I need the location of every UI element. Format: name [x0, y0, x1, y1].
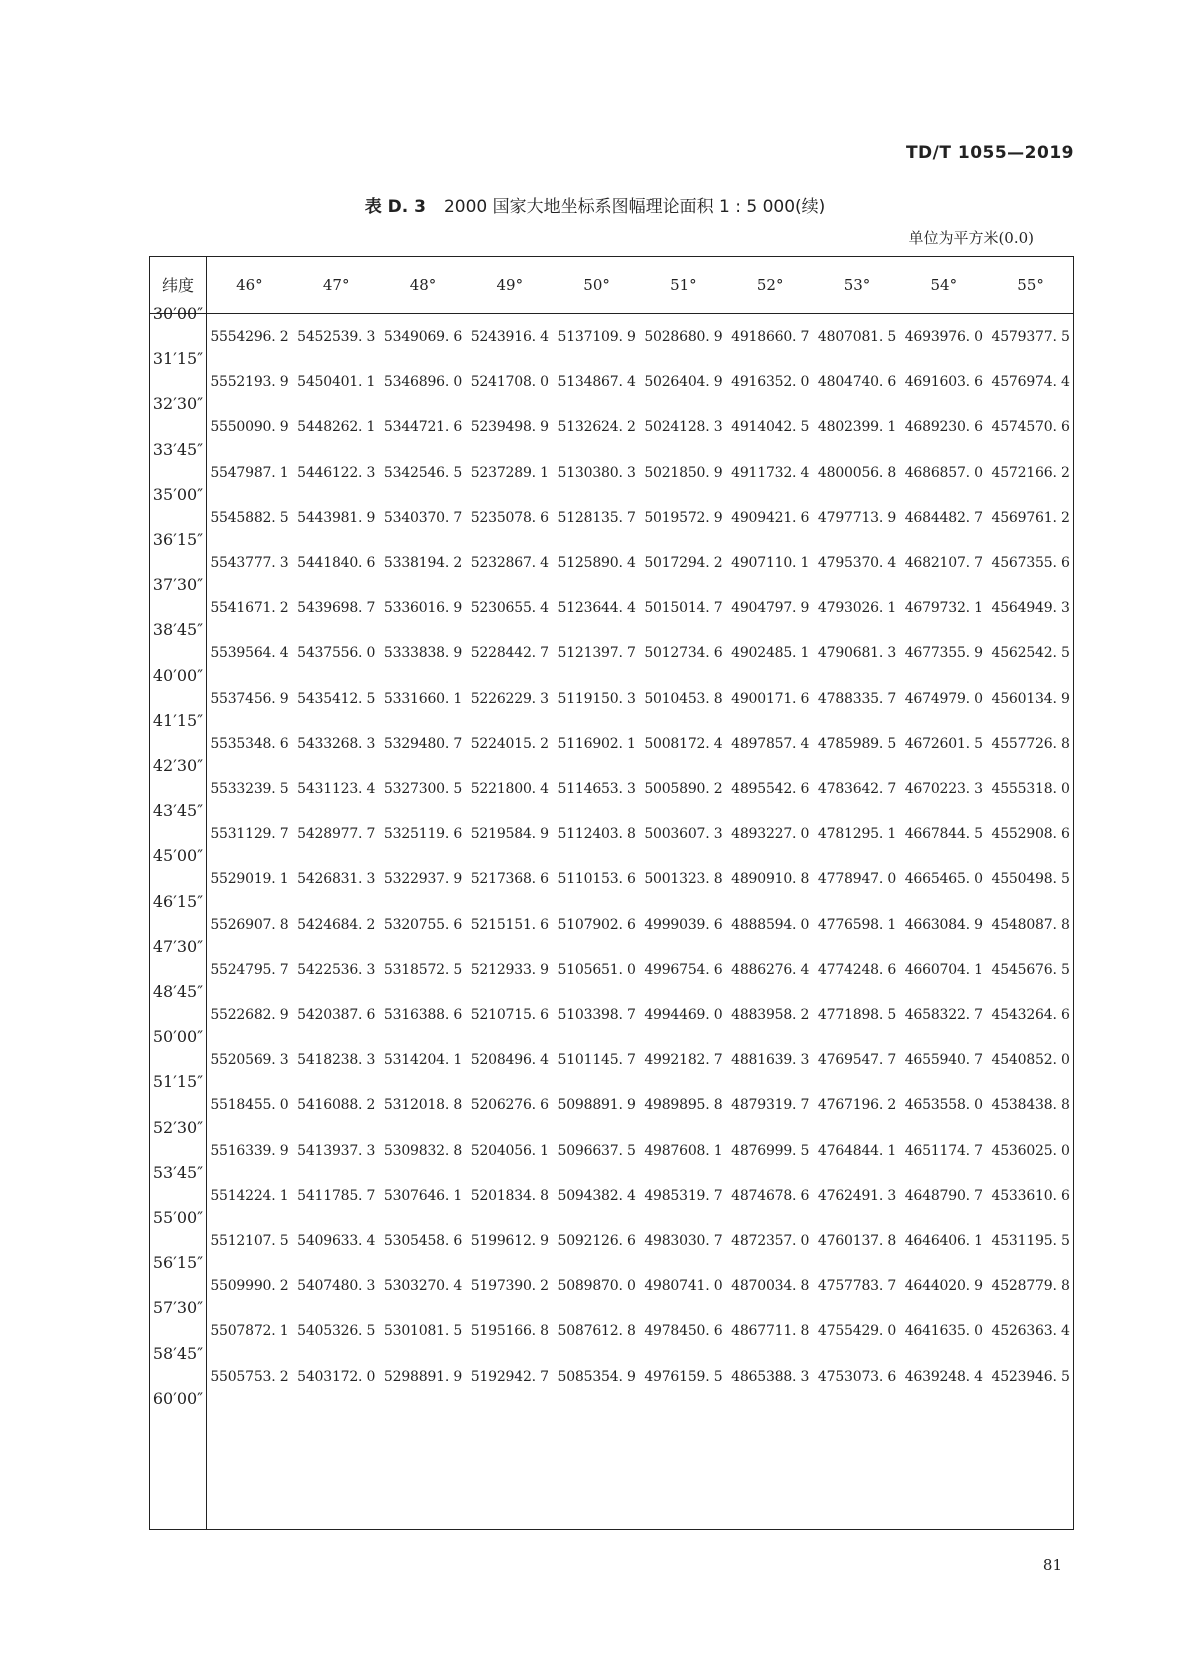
latitude-label: 35′00″ — [152, 484, 204, 504]
table-cell: 5219584. 9 — [470, 826, 549, 843]
latitude-label: 56′15″ — [152, 1253, 204, 1273]
table-cell: 4564949. 3 — [991, 600, 1070, 617]
table-cell: 5125890. 4 — [557, 555, 636, 571]
table-cell: 5318572. 5 — [383, 961, 463, 978]
table-cell: 4797713. 9 — [817, 509, 897, 526]
table-cell: 4793026. 1 — [817, 600, 897, 617]
table-cell: 4767196. 2 — [817, 1097, 897, 1114]
table-cell: 5204056. 1 — [470, 1142, 549, 1159]
table-cell: 5443981. 9 — [297, 509, 376, 526]
table-cell: 4648790. 7 — [904, 1187, 983, 1204]
table-caption — [0, 192, 1190, 217]
table-cell: 5520569. 3 — [210, 1052, 289, 1069]
table-cell: 4774248. 6 — [817, 961, 897, 978]
table-cell: 5336016. 9 — [383, 600, 463, 617]
latitude-label: 45′00″ — [152, 846, 204, 866]
table-cell: 4663084. 9 — [904, 916, 983, 933]
latitude-header: 纬度 — [161, 276, 194, 295]
table-cell: 5316388. 6 — [383, 1007, 463, 1023]
table-cell: 4867711. 8 — [731, 1323, 810, 1340]
table-cell: 4755429. 0 — [817, 1323, 897, 1340]
table-cell: 4684482. 7 — [904, 509, 983, 526]
table-cell: 4760137. 8 — [817, 1233, 897, 1249]
table-cell: 5537456. 9 — [210, 690, 289, 707]
table-cell: 5320755. 6 — [383, 916, 463, 933]
table-cell: 5340370. 7 — [383, 509, 463, 526]
table-cell: 4753073. 6 — [817, 1368, 897, 1385]
table-cell: 4886276. 4 — [731, 961, 810, 978]
table-cell: 5201834. 8 — [470, 1187, 549, 1204]
table-cell: 5001323. 8 — [644, 871, 723, 888]
table-cell: 5010453. 8 — [644, 690, 723, 707]
table-cell: 4874678. 6 — [731, 1187, 810, 1204]
longitude-header: 47° — [322, 276, 350, 294]
table-cell: 5123644. 4 — [557, 600, 636, 617]
table-caption-title: 2000 国家大地坐标系图幅理论面积 1 : 5 000(续) — [443, 197, 826, 217]
table-cell: 5224015. 2 — [470, 735, 549, 752]
table-cell: 5195166. 8 — [470, 1323, 549, 1340]
longitude-header: 52° — [756, 276, 784, 294]
table-cell: 5547987. 1 — [210, 464, 289, 481]
table-cell: 4639248. 4 — [904, 1368, 983, 1385]
table-cell: 4876999. 5 — [731, 1142, 810, 1159]
table-cell: 4560134. 9 — [991, 690, 1070, 707]
table-cell: 5107902. 6 — [557, 916, 636, 933]
table-cell: 5199612. 9 — [470, 1233, 549, 1249]
table-cell: 5431123. 4 — [297, 781, 376, 797]
longitude-header: 50° — [583, 276, 610, 294]
table-cell: 5192942. 7 — [470, 1368, 549, 1385]
table-cell: 4916352. 0 — [731, 374, 810, 391]
table-cell: 5232867. 4 — [470, 555, 549, 571]
table-cell: 4674979. 0 — [904, 690, 983, 707]
table-cell: 4895542. 6 — [731, 781, 810, 797]
table-cell: 5226229. 3 — [470, 690, 549, 707]
table-cell: 5552193. 9 — [210, 374, 289, 391]
table-cell: 5089870. 0 — [557, 1278, 636, 1295]
table-cell: 5509990. 2 — [210, 1278, 289, 1295]
table-cell: 5433268. 3 — [297, 735, 376, 752]
table-cell: 4909421. 6 — [731, 509, 810, 526]
table-cell: 4904797. 9 — [731, 600, 810, 617]
table-cell: 5325119. 6 — [383, 826, 463, 843]
table-cell: 4550498. 5 — [991, 871, 1070, 888]
table-cell: 5114653. 3 — [557, 781, 636, 797]
table-cell: 4531195. 5 — [991, 1233, 1070, 1249]
table-cell: 5210715. 6 — [470, 1007, 549, 1023]
page-number: 81 — [1042, 1556, 1062, 1574]
table-cell: 5435412. 5 — [297, 690, 376, 707]
table-cell: 4785989. 5 — [817, 735, 897, 752]
table-cell: 4536025. 0 — [991, 1142, 1070, 1159]
table-cell: 5533239. 5 — [210, 781, 289, 797]
table-cell: 5550090. 9 — [210, 419, 289, 436]
table-cell: 4865388. 3 — [731, 1368, 810, 1385]
table-cell: 4883958. 2 — [731, 1007, 810, 1023]
table-cell: 5333838. 9 — [383, 645, 463, 662]
table-cell: 4788335. 7 — [817, 690, 897, 707]
table-cell: 4658322. 7 — [904, 1007, 983, 1023]
table-cell: 4994469. 0 — [644, 1007, 723, 1023]
table-cell: 4804740. 6 — [817, 374, 897, 391]
table-cell: 5119150. 3 — [557, 690, 636, 707]
table-cell: 4540852. 0 — [991, 1052, 1070, 1069]
table-cell: 5005890. 2 — [644, 781, 723, 797]
table-cell: 4978450. 6 — [644, 1323, 723, 1340]
table-cell: 4985319. 7 — [644, 1187, 723, 1204]
table-cell: 5003607. 3 — [644, 826, 723, 843]
table-cell: 4667844. 5 — [904, 826, 983, 843]
table-cell: 5116902. 1 — [557, 735, 636, 752]
table-cell: 5327300. 5 — [383, 781, 463, 797]
table-cell: 5329480. 7 — [383, 735, 463, 752]
table-cell: 4655940. 7 — [904, 1052, 983, 1069]
table-cell: 5221800. 4 — [470, 781, 549, 797]
table-cell: 4528779. 8 — [991, 1278, 1070, 1295]
table-cell: 4918660. 7 — [731, 329, 810, 345]
table-cell: 4800056. 8 — [817, 464, 897, 481]
table-cell: 5121397. 7 — [557, 645, 636, 662]
table-cell: 4790681. 3 — [817, 645, 897, 662]
table-cell: 4778947. 0 — [817, 871, 897, 888]
table-cell: 5554296. 2 — [210, 329, 289, 345]
table-cell: 5301081. 5 — [383, 1323, 463, 1340]
table-cell: 5512107. 5 — [210, 1233, 289, 1249]
table-cell: 5346896. 0 — [383, 374, 463, 391]
table-cell: 4902485. 1 — [731, 645, 810, 662]
table-cell: 5103398. 7 — [557, 1007, 636, 1023]
longitude-header: 54° — [930, 276, 958, 294]
table-cell: 4900171. 6 — [731, 690, 810, 707]
table-cell: 5028680. 9 — [644, 329, 723, 345]
table-cell: 5428977. 7 — [297, 826, 376, 843]
table-cell: 5331660. 1 — [383, 690, 463, 707]
table-cell: 5110153. 6 — [557, 871, 636, 888]
table-cell: 4672601. 5 — [904, 735, 983, 752]
table-cell: 5418238. 3 — [297, 1052, 376, 1069]
table-cell: 4996754. 6 — [644, 961, 723, 978]
table-cell: 4781295. 1 — [817, 826, 897, 843]
table-cell: 5541671. 2 — [210, 600, 289, 617]
table-cell: 4670223. 3 — [904, 781, 983, 797]
table-cell: 5206276. 6 — [470, 1097, 549, 1114]
table-cell: 5409633. 4 — [297, 1233, 376, 1249]
table-cell: 4569761. 2 — [991, 509, 1070, 526]
table-cell: 5134867. 4 — [557, 374, 636, 391]
table-cell: 5128135. 7 — [557, 509, 636, 526]
table-cell: 5545882. 5 — [210, 509, 289, 526]
table-cell: 5012734. 6 — [644, 645, 723, 662]
table-cell: 4783642. 7 — [817, 781, 897, 797]
table-cell: 5439698. 7 — [297, 600, 376, 617]
table-cell: 5303270. 4 — [383, 1278, 463, 1295]
table-cell: 5405326. 5 — [297, 1323, 376, 1340]
table-cell: 5237289. 1 — [470, 464, 549, 481]
table-cell: 5026404. 9 — [644, 374, 723, 391]
table-cell: 5112403. 8 — [557, 826, 636, 843]
latitude-label: 46′15″ — [152, 891, 204, 911]
table-cell: 4689230. 6 — [904, 419, 983, 436]
table-cell: 5017294. 2 — [644, 555, 723, 571]
table-cell: 4686857. 0 — [904, 464, 983, 481]
table-cell: 5239498. 9 — [470, 419, 549, 436]
table-cell: 5349069. 6 — [383, 329, 463, 345]
table-cell: 5524795. 7 — [210, 961, 289, 978]
standard-code: TD/T 1055—2019 — [905, 143, 1074, 163]
table-cell: 4572166. 2 — [991, 464, 1070, 481]
latitude-label: 52′30″ — [152, 1117, 204, 1137]
latitude-label: 48′45″ — [152, 982, 204, 1001]
table-cell: 5514224. 1 — [210, 1187, 289, 1204]
table-cell: 5298891. 9 — [383, 1368, 463, 1385]
longitude-header: 51° — [670, 276, 697, 294]
table-cell: 4999039. 6 — [644, 916, 723, 933]
table-cell: 5516339. 9 — [210, 1142, 289, 1159]
table-cell: 4682107. 7 — [904, 555, 983, 571]
table-cell: 5307646. 1 — [383, 1187, 463, 1204]
table-cell: 5452539. 3 — [297, 329, 376, 345]
latitude-label: 53′45″ — [152, 1162, 204, 1182]
latitude-label: 55′00″ — [152, 1208, 204, 1227]
table-cell: 5094382. 4 — [557, 1187, 636, 1204]
table-cell: 5424684. 2 — [297, 916, 376, 933]
table-cell: 5101145. 7 — [557, 1052, 636, 1069]
table-cell: 5228442. 7 — [470, 645, 549, 662]
table-cell: 5529019. 1 — [210, 871, 289, 888]
table-cell: 5215151. 6 — [470, 916, 549, 933]
table-cell: 5015014. 7 — [644, 600, 723, 617]
table-cell: 4802399. 1 — [817, 419, 897, 436]
table-cell: 5526907. 8 — [210, 916, 289, 933]
table-cell: 5437556. 0 — [297, 645, 376, 662]
table-cell: 4914042. 5 — [731, 419, 810, 436]
latitude-label: 60′00″ — [152, 1388, 204, 1408]
longitude-header: 55° — [1017, 276, 1044, 294]
table-cell: 5416088. 2 — [297, 1097, 376, 1114]
table-cell: 4983030. 7 — [644, 1233, 723, 1249]
latitude-label: 50′00″ — [152, 1027, 204, 1047]
table-cell: 4691603. 6 — [904, 374, 983, 391]
table-cell: 5342546. 5 — [383, 464, 463, 481]
table-cell: 4651174. 7 — [904, 1142, 983, 1159]
table-cell: 5098891. 9 — [557, 1097, 636, 1114]
latitude-label: 51′15″ — [152, 1072, 204, 1092]
table-cell: 4562542. 5 — [991, 645, 1070, 662]
table-cell: 4641635. 0 — [904, 1323, 983, 1340]
table-cell: 4567355. 6 — [991, 555, 1070, 571]
table-cell: 5426831. 3 — [297, 871, 376, 888]
table-cell: 4987608. 1 — [644, 1142, 723, 1159]
table-cell: 4764844. 1 — [817, 1142, 897, 1159]
table-cell: 5132624. 2 — [557, 419, 636, 436]
table-cell: 5338194. 2 — [383, 555, 463, 571]
table-cell: 5208496. 4 — [470, 1052, 549, 1069]
table-cell: 4679732. 1 — [904, 600, 983, 617]
latitude-label: 57′30″ — [152, 1298, 204, 1318]
table-cell: 4881639. 3 — [731, 1052, 810, 1069]
table-cell: 4872357. 0 — [731, 1233, 810, 1249]
table-cell: 5322937. 9 — [383, 871, 463, 888]
table-cell: 5450401. 1 — [297, 374, 376, 391]
table-cell: 5535348. 6 — [210, 735, 289, 752]
table-cell: 5448262. 1 — [297, 419, 376, 436]
table-cell: 4653558. 0 — [904, 1097, 983, 1114]
table-cell: 5230655. 4 — [470, 600, 549, 617]
latitude-label: 33′45″ — [152, 439, 204, 459]
table-cell: 4555318. 0 — [991, 781, 1070, 797]
table-cell: 5137109. 9 — [557, 329, 636, 345]
table-cell: 4807081. 5 — [817, 329, 897, 345]
table-cell: 5441840. 6 — [297, 555, 376, 571]
table-cell: 5539564. 4 — [210, 645, 289, 662]
latitude-label: 43′45″ — [152, 801, 204, 821]
table-cell: 5543777. 3 — [210, 555, 289, 571]
table-cell: 4907110. 1 — [731, 555, 810, 571]
latitude-label: 58′45″ — [152, 1343, 204, 1363]
latitude-label: 30′00″ — [152, 304, 204, 323]
table-cell: 5531129. 7 — [210, 826, 289, 843]
longitude-header: 49° — [496, 276, 524, 294]
table-cell: 5309832. 8 — [383, 1142, 463, 1159]
table-cell: 4870034. 8 — [731, 1278, 810, 1295]
table-cell: 5403172. 0 — [297, 1368, 376, 1385]
table-cell: 5422536. 3 — [297, 961, 376, 978]
table-caption-label: 表 D. 3 — [364, 197, 426, 217]
table-cell: 4574570. 6 — [991, 419, 1070, 436]
table-cell: 4776598. 1 — [817, 916, 897, 933]
latitude-label: 42′30″ — [152, 756, 204, 775]
longitude-header: 48° — [409, 276, 437, 294]
table-cell: 4795370. 4 — [817, 555, 897, 571]
table-cell: 5413937. 3 — [297, 1142, 376, 1159]
table-cell: 4545676. 5 — [991, 961, 1070, 978]
table-cell: 5085354. 9 — [557, 1368, 636, 1385]
table-cell: 5096637. 5 — [557, 1142, 636, 1159]
table-cell: 5021850. 9 — [644, 464, 723, 481]
longitude-header: 53° — [843, 276, 871, 294]
table-cell: 5446122. 3 — [297, 464, 376, 481]
table-cell: 4989895. 8 — [644, 1097, 723, 1114]
table-cell: 4557726. 8 — [991, 735, 1070, 752]
table-cell: 5314204. 1 — [383, 1052, 463, 1069]
table-cell: 5105651. 0 — [557, 961, 636, 978]
table-cell: 4644020. 9 — [904, 1278, 983, 1295]
table-cell: 4523946. 5 — [991, 1368, 1070, 1385]
table-cell: 5241708. 0 — [470, 374, 549, 391]
table-cell: 5217368. 6 — [470, 871, 549, 888]
table-cell: 5518455. 0 — [210, 1097, 289, 1114]
table-cell: 4543264. 6 — [991, 1007, 1070, 1023]
table-cell: 5024128. 3 — [644, 419, 723, 436]
table-cell: 4890910. 8 — [731, 871, 810, 888]
latitude-label: 37′30″ — [152, 575, 204, 595]
latitude-label: 32′30″ — [152, 394, 204, 414]
table-cell: 5305458. 6 — [383, 1233, 463, 1249]
latitude-label: 31′15″ — [152, 349, 204, 369]
table-cell: 5407480. 3 — [297, 1278, 376, 1295]
table-cell: 5507872. 1 — [210, 1323, 289, 1340]
table-cell: 4980741. 0 — [644, 1278, 723, 1295]
table-cell: 4576974. 4 — [991, 374, 1070, 391]
table-cell: 5008172. 4 — [644, 735, 723, 752]
latitude-label: 40′00″ — [152, 665, 204, 685]
table-cell: 5235078. 6 — [470, 509, 549, 526]
table-cell: 5344721. 6 — [383, 419, 463, 436]
table-cell: 4693976. 0 — [904, 329, 983, 345]
table-cell: 5212933. 9 — [470, 961, 549, 978]
table-cell: 4771898. 5 — [817, 1007, 897, 1023]
unit-note: 单位为平方米(0.0) — [908, 229, 1034, 247]
latitude-label: 47′30″ — [152, 936, 204, 956]
area-table — [149, 256, 1074, 1530]
table-cell: 4665465. 0 — [904, 871, 983, 888]
table-cell: 5411785. 7 — [297, 1187, 376, 1204]
table-cell: 5019572. 9 — [644, 509, 723, 526]
table-cell: 4526363. 4 — [991, 1323, 1070, 1340]
table-cell: 4579377. 5 — [991, 329, 1070, 345]
table-cell: 4769547. 7 — [817, 1052, 897, 1069]
table-cell: 4552908. 6 — [991, 826, 1070, 843]
longitude-header: 46° — [236, 276, 263, 294]
table-cell: 4897857. 4 — [731, 735, 810, 752]
table-cell: 5505753. 2 — [210, 1368, 289, 1385]
table-cell: 4992182. 7 — [644, 1052, 723, 1069]
table-cell: 5243916. 4 — [470, 329, 549, 345]
table-cell: 4762491. 3 — [817, 1187, 897, 1204]
table-cell: 5092126. 6 — [557, 1233, 636, 1249]
table-cell: 4548087. 8 — [991, 916, 1070, 933]
table-cell: 4879319. 7 — [731, 1097, 810, 1114]
latitude-label: 38′45″ — [152, 620, 204, 640]
table-cell: 4888594. 0 — [731, 916, 810, 933]
table-cell: 4660704. 1 — [904, 961, 983, 978]
table-cell: 5087612. 8 — [557, 1323, 636, 1340]
table-cell: 4976159. 5 — [644, 1368, 723, 1385]
table-cell: 4757783. 7 — [817, 1278, 897, 1295]
table-cell: 5522682. 9 — [210, 1007, 289, 1023]
table-cell: 4911732. 4 — [731, 464, 810, 481]
table-cell: 5197390. 2 — [470, 1278, 549, 1295]
table-cell: 4538438. 8 — [991, 1097, 1070, 1114]
table-cell: 4893227. 0 — [731, 826, 810, 843]
latitude-label: 41′15″ — [152, 710, 204, 730]
table-cell: 5420387. 6 — [297, 1007, 376, 1023]
table-cell: 5312018. 8 — [383, 1097, 463, 1114]
table-cell: 4677355. 9 — [904, 645, 983, 662]
table-cell: 5130380. 3 — [557, 464, 636, 481]
table-cell: 4533610. 6 — [991, 1187, 1070, 1204]
latitude-label: 36′15″ — [152, 530, 204, 549]
table-cell: 4646406. 1 — [904, 1233, 983, 1249]
